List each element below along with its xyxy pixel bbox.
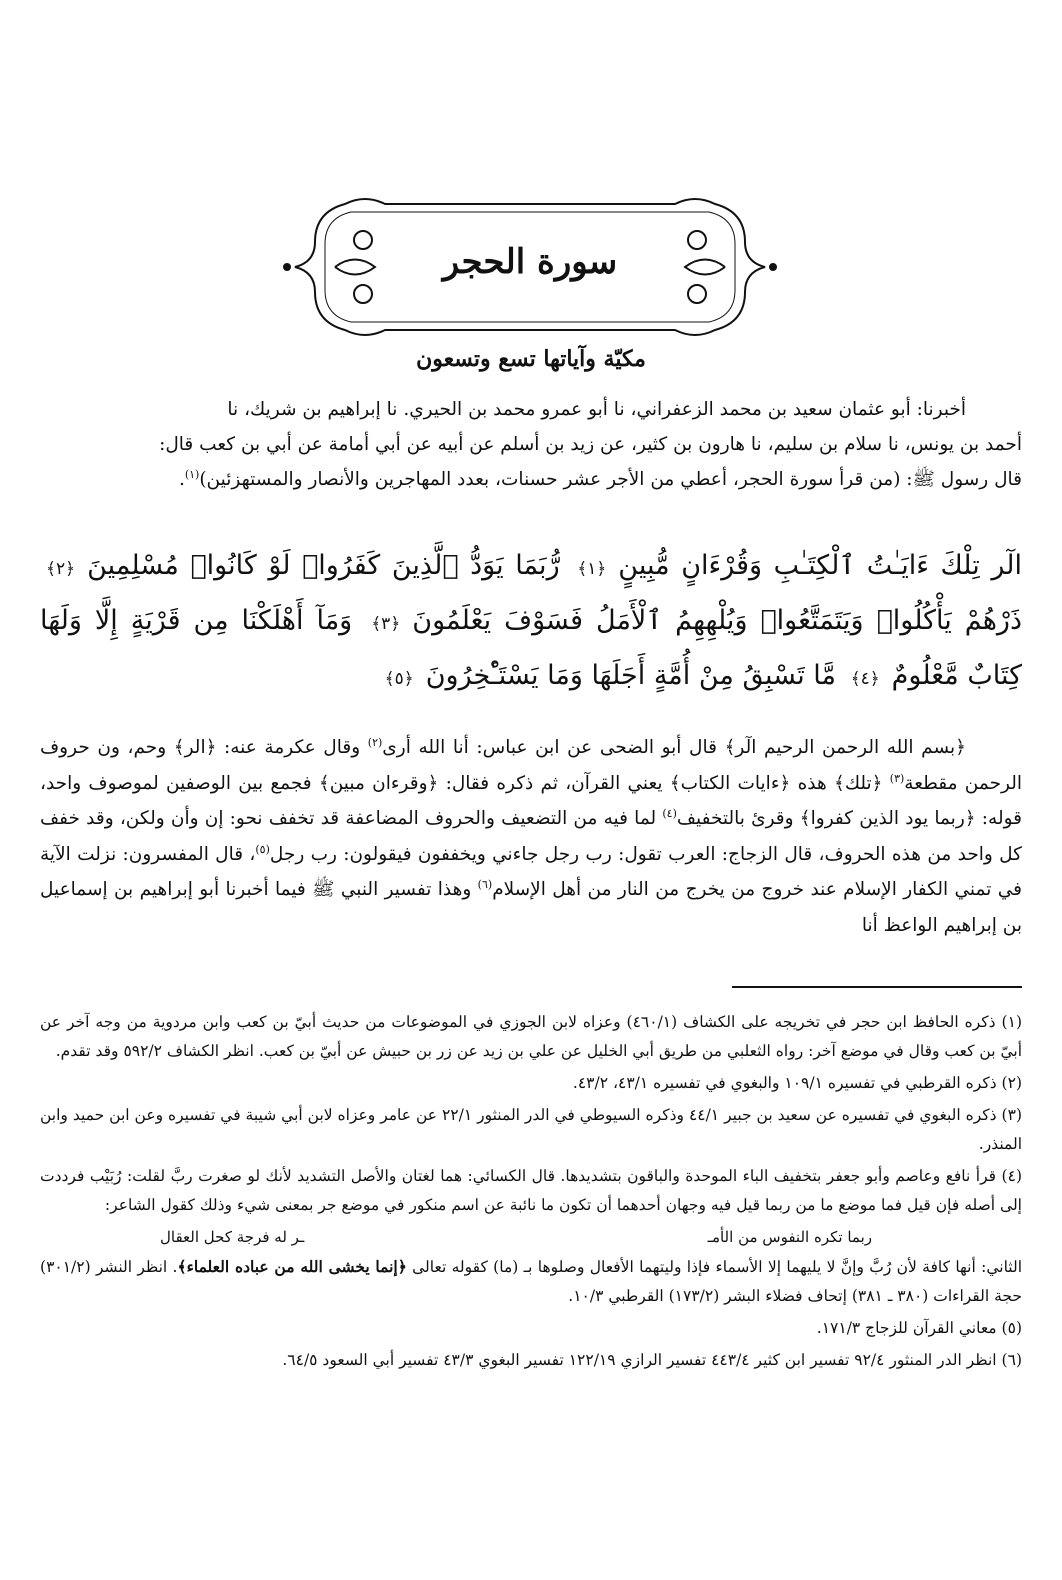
surah-title-cartouche: [275, 192, 785, 342]
intro-line-3-end: .: [178, 469, 185, 490]
footnote-number: (٢): [1001, 1074, 1022, 1092]
footnote-text: قرأ نافع وعاصم وأبو جعفر بتخفيف الباء الموحدة والباقون بتشديدها. قال الكسائي: هما لغتان والأصل التشديد لأنك لو صغرت ربَّ لقلت: رُبَيْب فرددت إلى أصله فإن قيل فما موضع ما من ربما قيل فيه وجهان أحدهما أن تكون ما نائبة عن اسم منكور في موضع جر بمعنى شيء وذلك كقول الشاعر:: [40, 1167, 1022, 1214]
tafsir-text-6: وهذا تفسير النبي ﷺ فيما أخبرنا أبو إبراهيم بن إسماعيل بن إبراهيم الواعظ أنا: [40, 879, 1022, 936]
footnote-ref-3: (٣): [889, 771, 905, 785]
verse-1: الٓر تِلْكَ ءَايَـٰتُ ٱلْكِتَـٰبِ وَقُرْءَانٍ مُّبِينٍ: [618, 550, 1022, 581]
footnote-2: [40, 1069, 1022, 1098]
footnote-ref-6: (٦): [477, 877, 493, 891]
tafsir-text-5: ، قال المفسرون: نزلت الآية في تمني الكفار الإسلام عند خروج من يخرج من النار من أهل الإسلام: [40, 843, 1022, 900]
ayah-marker-3: ﴿٣﴾: [371, 614, 401, 634]
footnote-ref-5: (٥): [255, 842, 270, 856]
tafsir-body: [40, 730, 1022, 943]
footnote-ref-1: (١): [184, 467, 200, 481]
verse-5: مَّا تَسْبِقُ مِنْ أُمَّةٍ أَجَلَهَا وَمَا يَسْتَـْٔخِرُونَ: [425, 660, 836, 691]
footnote-6: [40, 1346, 1022, 1375]
footnote-5: [40, 1314, 1022, 1343]
footnote-text: معاني القرآن للزجاج ١٧١/٣.: [816, 1319, 997, 1337]
ayah-marker-1: ﴿١﴾: [577, 559, 607, 579]
footnote-number: (٥): [1001, 1319, 1022, 1337]
tafsir-text-3: ﴿تلك﴾ هذه ﴿ءايات الكتاب﴾ يعني القرآن، ثم ذكره فقال: ﴿وقرءان مبين﴾ فجمع بين الوصفين لموصوف واحد، قوله: ﴿ربما يود الذين كفروا﴾ وقرئ بالتخفيف: [40, 772, 1022, 829]
footnote-text: ذكره القرطبي في تفسيره ١٠٩/١ والبغوي في تفسيره ٤٣/١، ٤٣/٢.: [572, 1074, 997, 1092]
poem-hemistich-right: ربما تكره النفوس من الأمـ: [707, 1228, 872, 1246]
intro-line-3: قال رسول ﷺ: (من قرأ سورة الحجر، أعطي من الأجر عشر حسنات، بعدد المهاجرين والأنصار والمستهزئين): [199, 469, 1022, 490]
poem-verse: [40, 1223, 1022, 1252]
verse-4: وَمَآ أَهْلَكْنَا مِن قَرْيَةٍ إِلَّا وَلَهَا كِتَابٌ مَّعْلُومٌ: [40, 605, 1022, 691]
tafsir-text-4: لما فيه من التضعيف والحروف المضاعفة قد تخفف نحو: إن وأن ولكن، وقد خفف كل واحد من هذه الحروف، قال الزجاج: العرب تقول: رب رجل جاءني ويخففون فيقولون: رب رجل: [40, 808, 1022, 865]
footnote-text: انظر الدر المنثور ٩٢/٤ تفسير ابن كثير ٤٤٣/٤ تفسير الرازي ١٢٢/١٩ تفسير البغوي ٤٣/٣ تفسير أبي السعود ٦٤/٥.: [282, 1351, 997, 1369]
ayah-marker-4: ﴿٤﴾: [850, 669, 880, 689]
ayah-marker-2: ﴿٢﴾: [46, 559, 76, 579]
tafsir-text-1: ﴿بسم الله الرحمن الرحيم الٓر﴾ قال أبو الضحى عن ابن عباس: أنا الله أرى: [382, 737, 966, 758]
verse-2: رُّبَمَا يَوَدُّ ٱلَّذِينَ كَفَرُوا۟ لَوْ كَانُوا۟ مُسْلِمِينَ: [87, 550, 560, 581]
footnotes: [40, 1008, 1022, 1378]
footnote-text: ذكره البغوي في تفسيره عن سعيد بن جبير ٤٤/١ وذكره السيوطي في الدر المنثور ٢٢/١ عن عامر وعزاه لابن أبي شيبة في تفسيره وعن ابن حميد وابن المنذر.: [40, 1106, 1022, 1153]
footnote-number: (١): [1001, 1013, 1022, 1031]
surah-title: سورة الحجر: [442, 242, 618, 282]
footnote-number: (٦): [1001, 1351, 1022, 1369]
footnote-text: ذكره الحافظ ابن حجر في تخريجه على الكشاف (٤٦٠/١) وعزاه لابن الجوزي في الموضوعات من حديث أبيّ بن كعب وابن مردوية من وجه آخر عن أبيّ بن كعب وقال في موضع آخر: رواه الثعلبي من طريق أبي الخليل عن علي بن زيد عن زر بن حبيش عن أبيّ بن كعب. انظر الكشاف ٥٩٢/٢ وقد تقدم.: [40, 1013, 1022, 1060]
footnote-4-continued: [40, 1252, 1022, 1311]
quran-verses: [40, 540, 1022, 705]
footnote-divider: [732, 986, 1022, 988]
footnote-number: (٣): [1001, 1106, 1022, 1124]
footnote-1: [40, 1008, 1022, 1066]
intro-line-1: أخبرنا: أبو عثمان سعيد بن محمد الزعفراني، نا أبو عمرو محمد بن الحيري. نا إبراهيم بن شريك، نا: [227, 399, 966, 420]
footnote-3: [40, 1101, 1022, 1159]
footnote-4: [40, 1162, 1022, 1220]
intro-paragraph: [40, 392, 1022, 497]
surah-subtitle: مكيّة وآياتها تسع وتسعون: [416, 346, 646, 372]
poem-hemistich-left: ـر له فرجة كحل العقال: [160, 1228, 305, 1246]
footnote-ref-4: (٤): [662, 806, 677, 820]
footnote-text: الثاني: أنها كافة لأن رُبَّ وإنَّ لا يليهما إلا الأسماء فإذا وليتهما الأفعال وصلوها بـ (ما) كقوله تعالى: [406, 1258, 1023, 1276]
book-page: [40, 0, 1022, 1580]
footnote-text: . انظر النشر (٣٠١/٢) حجة القراءات (٣٨٠ ـ ٣٨١) إتحاف فضلاء البشر (١٧٣/٢) القرطبي ١٠/٣.: [40, 1258, 1022, 1305]
footnote-ref-2: (٢): [367, 735, 383, 749]
tafsir-text-2: وقال عكرمة عنه: ﴿الر﴾ وحم، ون حروف الرحمن مقطعة: [40, 737, 1022, 794]
footnote-number: (٤): [1001, 1167, 1022, 1185]
intro-line-2: أحمد بن يونس، نا سلام بن سليم، نا هارون بن كثير، عن زيد بن أسلم عن أبيه عن أبي أمامة عن أبي بن كعب قال:: [159, 434, 1022, 455]
quran-quote: ﴿إنما يخشى الله من عباده العلماء﴾: [177, 1257, 407, 1276]
verse-3: ذَرْهُمْ يَأْكُلُوا۟ وَيَتَمَتَّعُوا۟ وَيُلْهِهِمُ ٱلْأَمَلُ فَسَوْفَ يَعْلَمُونَ: [412, 605, 1022, 636]
ayah-marker-5: ﴿٥﴾: [384, 669, 414, 689]
